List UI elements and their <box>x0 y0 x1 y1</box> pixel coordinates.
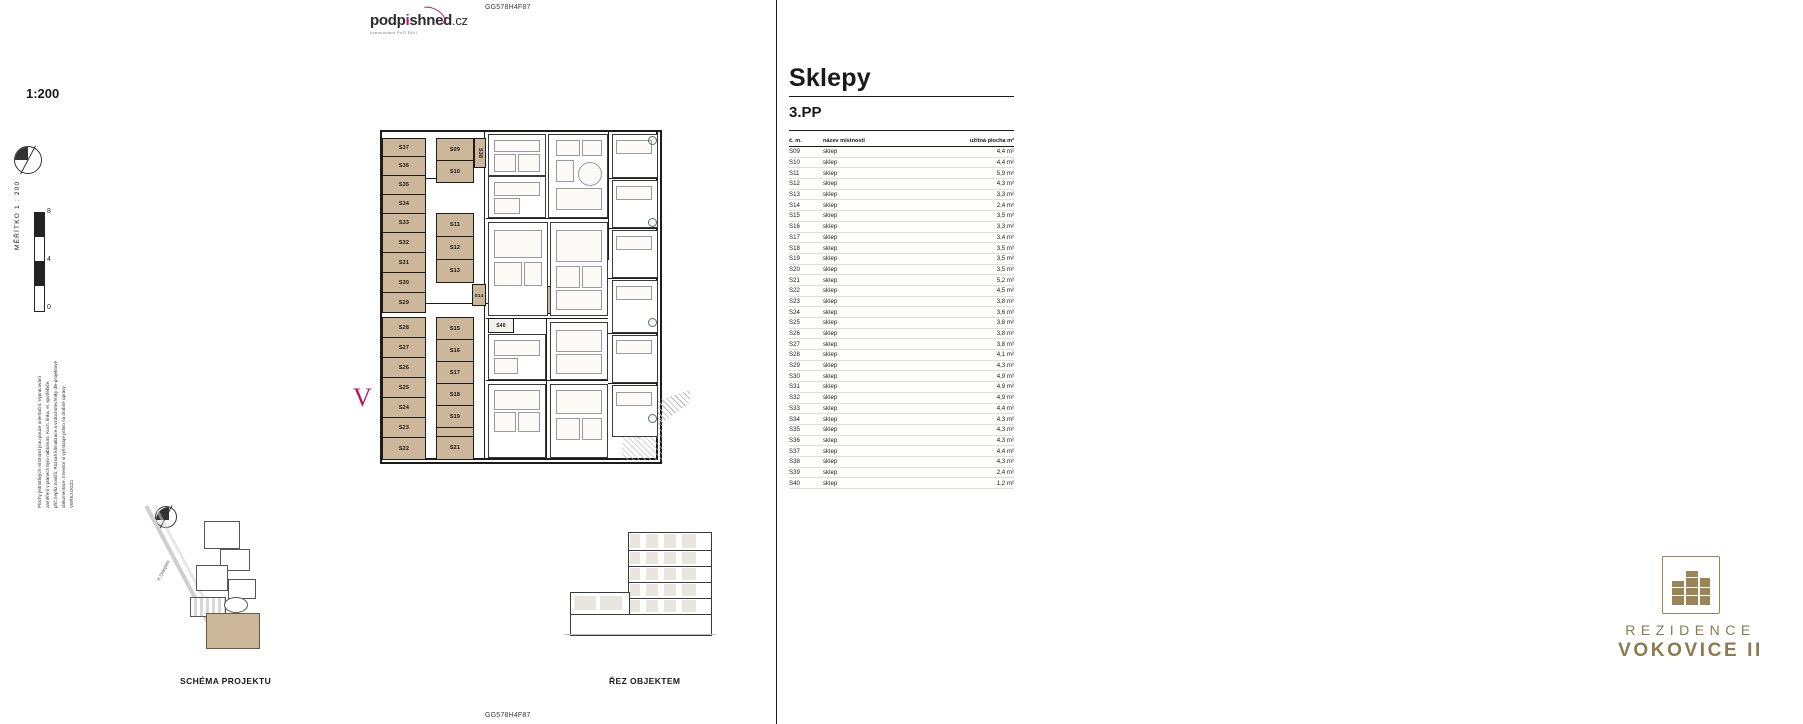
cell-room-name: sklep <box>823 339 916 350</box>
room-cell[interactable]: S22 <box>382 437 426 460</box>
cell-room-name: sklep <box>823 403 916 414</box>
room-cell-small[interactable]: S40 <box>488 318 514 333</box>
table-row[interactable] <box>789 392 1014 403</box>
floor-plan-drawing <box>360 118 690 468</box>
table-row[interactable] <box>789 350 1014 361</box>
cell-room-area: 4,1 m² <box>916 350 1014 361</box>
room-cell[interactable]: S17 <box>436 361 474 384</box>
cell-room-number: S34 <box>789 414 823 425</box>
cell-room-area: 4,9 m² <box>916 371 1014 382</box>
cell-room-number: S14 <box>789 200 823 211</box>
room-cell[interactable]: S27 <box>382 337 426 358</box>
cell-room-number: S22 <box>789 285 823 296</box>
cell-room-name: sklep <box>823 478 916 489</box>
room-cell[interactable]: S33 <box>382 213 426 233</box>
cell-room-number: S24 <box>789 307 823 318</box>
scale-vertical-label: MĚŘÍTKO 1 : 200 <box>14 180 21 250</box>
cell-room-number: S15 <box>789 211 823 222</box>
cell-room-name: sklep <box>823 307 916 318</box>
cell-room-number: S30 <box>789 371 823 382</box>
table-row[interactable] <box>789 467 1014 478</box>
column-header-area: užitná plocha m² <box>916 138 1014 147</box>
cell-room-area: 5,2 m² <box>916 275 1014 286</box>
cell-room-area: 4,5 m² <box>916 285 1014 296</box>
brand-line-1: REZIDENCE <box>1625 622 1756 638</box>
graphic-scale-bar <box>34 208 51 312</box>
room-cell[interactable]: S36 <box>382 156 426 176</box>
table-row[interactable] <box>789 179 1014 190</box>
cell-room-area: 4,9 m² <box>916 382 1014 393</box>
table-row[interactable] <box>789 264 1014 275</box>
room-cell[interactable]: S37 <box>382 138 426 157</box>
cell-room-number: S33 <box>789 403 823 414</box>
podpishned-logo[interactable] <box>370 12 490 40</box>
table-row[interactable] <box>789 211 1014 222</box>
brand-line-2: VOKOVICE II <box>1618 640 1763 661</box>
table-row[interactable] <box>789 360 1014 371</box>
cell-room-name: sklep <box>823 275 916 286</box>
room-cell[interactable]: S24 <box>382 397 426 418</box>
table-row[interactable] <box>789 168 1014 179</box>
cell-room-area: 3,8 m² <box>916 339 1014 350</box>
cell-room-area: 4,3 m² <box>916 414 1014 425</box>
room-cell[interactable]: S28 <box>382 317 426 338</box>
north-arrow-icon-main <box>14 146 42 174</box>
table-row[interactable] <box>789 424 1014 435</box>
column-header-number: č. m. <box>789 138 823 147</box>
panel-rule-bottom <box>789 130 1014 131</box>
cell-room-area: 4,3 m² <box>916 456 1014 467</box>
plant-icon <box>648 218 657 227</box>
cell-room-name: sklep <box>823 392 916 403</box>
cell-room-area: 4,3 m² <box>916 435 1014 446</box>
cell-room-number: S12 <box>789 179 823 190</box>
cell-room-name: sklep <box>823 285 916 296</box>
table-row[interactable] <box>789 200 1014 211</box>
cell-room-name: sklep <box>823 424 916 435</box>
cell-room-number: S32 <box>789 392 823 403</box>
building-section-drawing <box>570 532 710 642</box>
logo-tagline: licencováno PnO DIVI <box>370 30 418 35</box>
cell-room-number: S11 <box>789 168 823 179</box>
cell-room-area: 4,4 m² <box>916 403 1014 414</box>
cell-room-number: S19 <box>789 253 823 264</box>
cell-room-area: 1,2 m² <box>916 478 1014 489</box>
cell-room-number: S17 <box>789 232 823 243</box>
plant-icon <box>648 414 657 423</box>
cell-room-area: 3,4 m² <box>916 232 1014 243</box>
plant-icon <box>648 318 657 327</box>
cell-room-area: 3,5 m² <box>916 253 1014 264</box>
cell-room-name: sklep <box>823 350 916 361</box>
room-cell[interactable]: S31 <box>382 252 426 273</box>
building-mark-icon <box>1662 556 1720 614</box>
cell-room-number: S28 <box>789 350 823 361</box>
plant-icon <box>648 136 657 145</box>
document-code-bottom: GG578H4F87 <box>485 712 531 719</box>
cell-room-number: S37 <box>789 446 823 457</box>
cell-room-name: sklep <box>823 318 916 329</box>
room-cell[interactable]: S23 <box>382 417 426 438</box>
cell-room-number: S20 <box>789 264 823 275</box>
cell-room-name: sklep <box>823 467 916 478</box>
cell-room-number: S35 <box>789 424 823 435</box>
cell-room-name: sklep <box>823 221 916 232</box>
legal-disclaimer: Plochy jednotlivých místností jsou pouze orientační. Vypracování zaměření v plánech bylo nabídnuto. Kuch. linka, el. spotřebiče, příč.nepřiz.nosičů. Rozsah klimatizace a vzduchotechniky dle projektové dokumentace. Investor si vyhrazuje právo na drobné úpravy VEŘEJ.DGŽ1 <box>37 360 75 508</box>
cell-room-name: sklep <box>823 264 916 275</box>
cell-room-number: S29 <box>789 360 823 371</box>
cell-room-number: S27 <box>789 339 823 350</box>
table-row[interactable] <box>789 478 1014 489</box>
cell-room-name: sklep <box>823 157 916 168</box>
table-row[interactable] <box>789 328 1014 339</box>
cell-room-number: S25 <box>789 318 823 329</box>
room-cell[interactable]: S16 <box>436 339 474 362</box>
table-row[interactable] <box>789 446 1014 457</box>
cell-room-area: 3,8 m² <box>916 296 1014 307</box>
cell-room-name: sklep <box>823 253 916 264</box>
room-cell[interactable]: S21 <box>436 436 474 460</box>
panel-rule-top <box>789 96 1014 97</box>
cell-room-name: sklep <box>823 243 916 254</box>
cell-room-number: S31 <box>789 382 823 393</box>
room-cell[interactable]: S15 <box>436 317 474 340</box>
street-label: K Dolejším <box>156 559 171 582</box>
cell-room-area: 2,4 m² <box>916 200 1014 211</box>
cell-room-area: 2,4 m² <box>916 467 1014 478</box>
table-row[interactable] <box>789 339 1014 350</box>
room-cell[interactable]: S12 <box>436 236 474 260</box>
cell-room-name: sklep <box>823 179 916 190</box>
scale-tick-8: 8 <box>47 208 51 215</box>
cell-room-area: 3,5 m² <box>916 243 1014 254</box>
table-row[interactable] <box>789 382 1014 393</box>
room-schedule-table <box>789 138 1014 489</box>
cell-room-name: sklep <box>823 147 916 158</box>
table-row[interactable] <box>789 157 1014 168</box>
room-cell[interactable]: S13 <box>436 259 474 283</box>
table-row[interactable] <box>789 307 1014 318</box>
site-schema-drawing <box>150 505 350 665</box>
cell-room-area: 4,3 m² <box>916 424 1014 435</box>
table-row[interactable] <box>789 403 1014 414</box>
cell-room-area: 3,8 m² <box>916 318 1014 329</box>
room-cell[interactable]: S30 <box>382 272 426 293</box>
table-row[interactable] <box>789 147 1014 158</box>
cell-room-area: 3,5 m² <box>916 264 1014 275</box>
cell-room-area: 4,3 m² <box>916 360 1014 371</box>
cell-room-number: S40 <box>789 478 823 489</box>
table-row[interactable] <box>789 243 1014 254</box>
table-row[interactable] <box>789 253 1014 264</box>
room-cell[interactable]: S26 <box>382 357 426 378</box>
cell-room-name: sklep <box>823 435 916 446</box>
cell-room-number: S23 <box>789 296 823 307</box>
table-row[interactable] <box>789 456 1014 467</box>
table-row[interactable] <box>789 275 1014 286</box>
room-cell[interactable]: S11 <box>436 213 474 237</box>
table-row[interactable] <box>789 371 1014 382</box>
cell-room-name: sklep <box>823 200 916 211</box>
cell-room-name: sklep <box>823 296 916 307</box>
panel-divider <box>776 0 777 724</box>
cell-room-area: 5,9 m² <box>916 168 1014 179</box>
column-header-name: název místnosti <box>823 138 916 147</box>
cell-room-area: 4,4 m² <box>916 147 1014 158</box>
room-cell[interactable]: S29 <box>382 292 426 313</box>
cell-room-number: S18 <box>789 243 823 254</box>
schema-caption: SCHÉMA PROJEKTU <box>180 676 272 686</box>
cell-room-number: S26 <box>789 328 823 339</box>
cell-room-number: S38 <box>789 456 823 467</box>
cell-room-area: 3,3 m² <box>916 189 1014 200</box>
cell-room-number: S39 <box>789 467 823 478</box>
room-cell[interactable]: S34 <box>382 194 426 214</box>
cell-room-area: 3,3 m² <box>916 221 1014 232</box>
cell-room-name: sklep <box>823 360 916 371</box>
north-needle-icon <box>20 146 36 175</box>
document-code-top: GG578H4F87 <box>485 4 531 11</box>
cell-room-number: S16 <box>789 221 823 232</box>
cell-room-name: sklep <box>823 382 916 393</box>
cell-room-area: 3,5 m² <box>916 211 1014 222</box>
scale-label: 1:200 <box>26 86 60 101</box>
table-row[interactable] <box>789 414 1014 425</box>
room-cell[interactable]: S25 <box>382 377 426 398</box>
cell-room-name: sklep <box>823 189 916 200</box>
cell-room-name: sklep <box>823 328 916 339</box>
cell-room-name: sklep <box>823 371 916 382</box>
scale-bar-body <box>34 212 45 312</box>
project-brand-logo <box>1578 556 1803 662</box>
room-cell[interactable]: S09 <box>436 138 474 161</box>
cell-room-name: sklep <box>823 211 916 222</box>
handwritten-check-mark: V <box>353 383 372 412</box>
panel-subtitle: 3.PP <box>789 104 822 121</box>
cell-room-number: S21 <box>789 275 823 286</box>
section-caption: ŘEZ OBJEKTEM <box>609 676 681 686</box>
room-cell[interactable]: S32 <box>382 232 426 253</box>
table-row[interactable] <box>789 221 1014 232</box>
table-row[interactable] <box>789 285 1014 296</box>
cell-room-area: 3,6 m² <box>916 307 1014 318</box>
room-cell[interactable]: S18 <box>436 383 474 406</box>
cell-room-name: sklep <box>823 232 916 243</box>
panel-title: Sklepy <box>789 64 871 92</box>
table-row[interactable] <box>789 435 1014 446</box>
table-row[interactable] <box>789 189 1014 200</box>
logo-wordmark: podpishned.cz <box>370 12 468 29</box>
table-row[interactable] <box>789 318 1014 329</box>
cell-room-area: 4,4 m² <box>916 446 1014 457</box>
cell-room-area: 4,3 m² <box>916 179 1014 190</box>
room-cell[interactable]: S35 <box>382 175 426 195</box>
cell-room-name: sklep <box>823 456 916 467</box>
cell-room-area: 4,4 m² <box>916 157 1014 168</box>
table-row[interactable] <box>789 232 1014 243</box>
scale-tick-4: 4 <box>47 256 51 263</box>
room-cell[interactable]: S19 <box>436 405 474 428</box>
cell-room-number: S10 <box>789 157 823 168</box>
scale-tick-0: 0 <box>47 304 51 311</box>
cell-room-name: sklep <box>823 168 916 179</box>
cell-room-area: 4,9 m² <box>916 392 1014 403</box>
cell-room-name: sklep <box>823 446 916 457</box>
room-cell[interactable]: S10 <box>436 160 474 183</box>
room-cell-small[interactable]: S14 <box>472 284 486 306</box>
table-header-row <box>789 138 1014 147</box>
cell-room-number: S09 <box>789 147 823 158</box>
room-schedule-body <box>789 147 1014 489</box>
cell-room-number: S36 <box>789 435 823 446</box>
cell-room-number: S13 <box>789 189 823 200</box>
room-cell-small[interactable]: S38 <box>474 138 486 168</box>
cell-room-name: sklep <box>823 414 916 425</box>
info-panel <box>789 0 1763 724</box>
cell-room-area: 3,8 m² <box>916 328 1014 339</box>
table-row[interactable] <box>789 296 1014 307</box>
